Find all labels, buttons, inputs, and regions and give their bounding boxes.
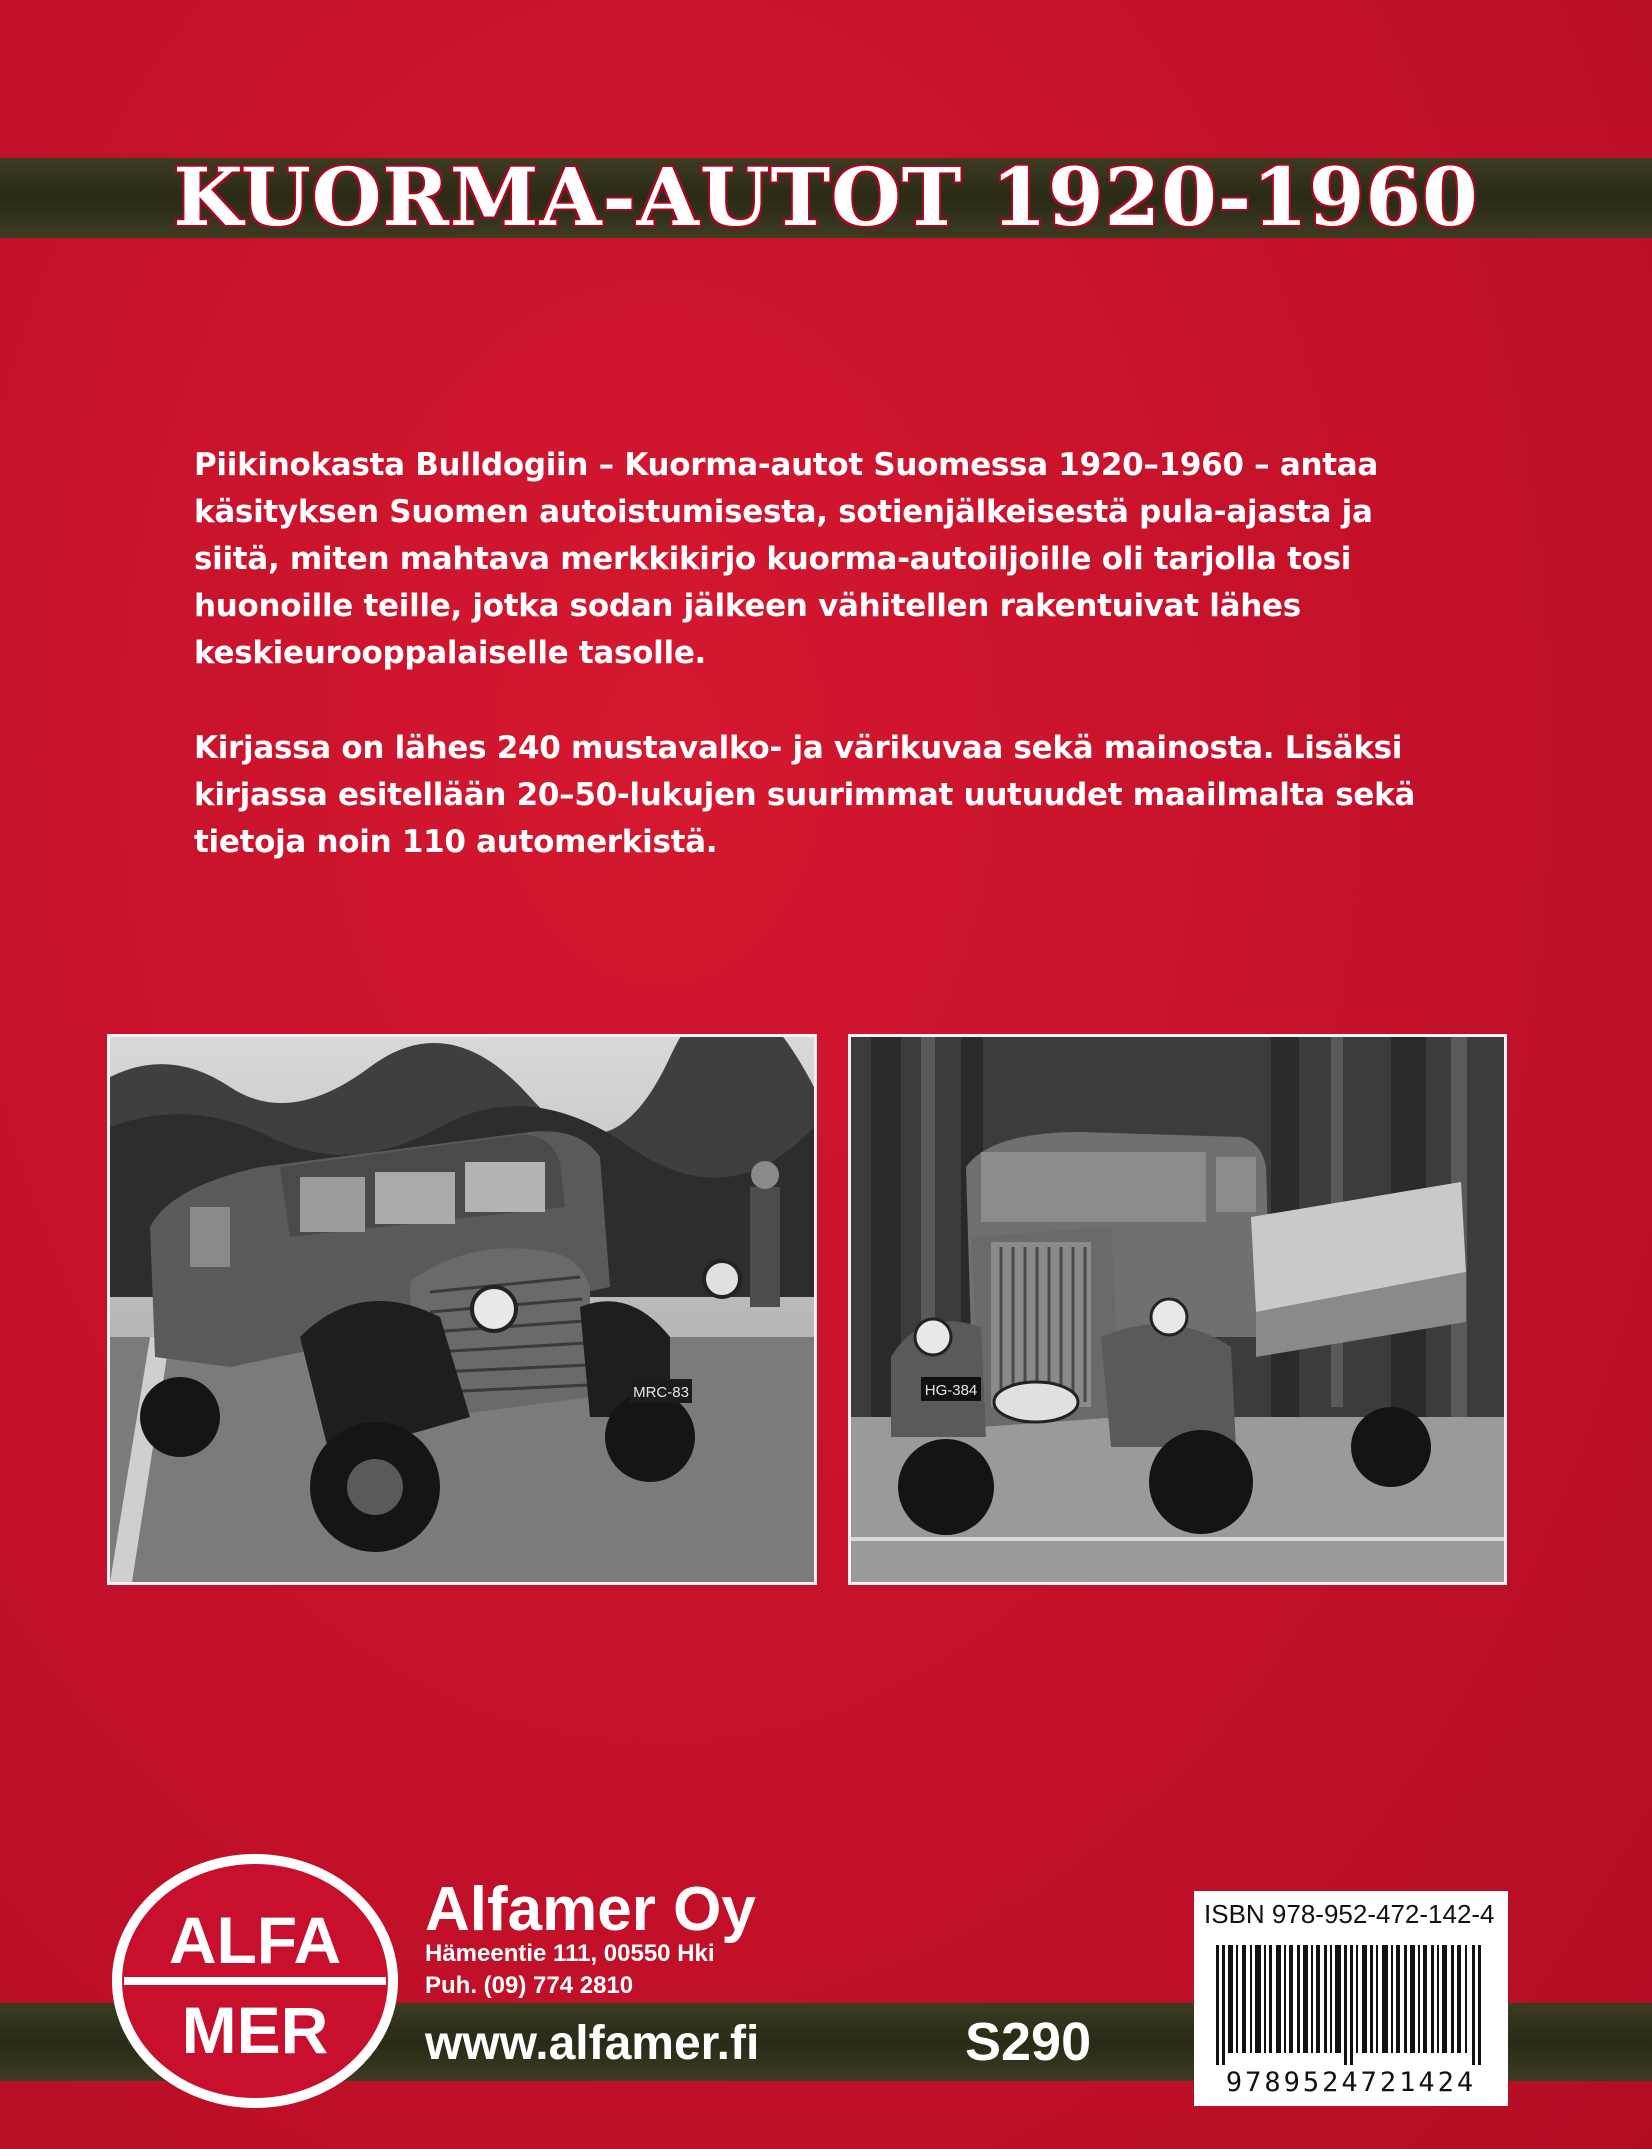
publisher-phone: Puh. (09) 774 2810 bbox=[425, 1972, 634, 1999]
logo-text-top: ALFA bbox=[168, 1903, 342, 1977]
photo-vintage-truck bbox=[848, 1034, 1507, 1585]
product-code: S290 bbox=[965, 2012, 1092, 2072]
photo-vintage-bus bbox=[107, 1034, 817, 1585]
truck-license-plate: HG-384 bbox=[924, 1382, 978, 1399]
blurb-paragraph-1: Piikinokasta Bulldogiin – Kuorma-autot Suomessa 1920–1960 – antaa käsityksen Suomen autoistumisesta, sotienjälkeisestä pula-ajasta ja siitä, miten mahtava merkkikirjo kuorma-autoiljoille oli tarjolla tosi huonoille teille, jotka sodan jälkeen vähitellen rakentuivat lähes keskieurooppalaiselle tasolle. bbox=[194, 447, 1378, 671]
publisher-website: www.alfamer.fi bbox=[425, 2017, 760, 2070]
alfamer-logo bbox=[110, 1853, 400, 2110]
barcode-digits: 9789524721424 bbox=[1225, 2067, 1477, 2098]
book-title: KUORMA-AUTOT 1920-1960 bbox=[173, 150, 1479, 244]
publisher-address: Hämeentie 111, 00550 Hki bbox=[425, 1940, 715, 1967]
isbn-label: ISBN 978-952-472-142-4 bbox=[1204, 1899, 1495, 1929]
logo-text-bottom: MER bbox=[181, 1993, 329, 2067]
bus-license-plate: MRC-83 bbox=[633, 1384, 689, 1401]
blurb bbox=[194, 442, 1434, 914]
barcode-icon bbox=[1216, 1945, 1486, 2065]
blurb-paragraph-2: Kirjassa on lähes 240 mustavalko- ja värikuvaa sekä mainosta. Lisäksi kirjassa esitellään 20–50-lukujen suurimmat uutuudet maailmalta sekä tietoja noin 110 automerkistä. bbox=[194, 730, 1416, 860]
isbn-barcode-box bbox=[1194, 1891, 1508, 2106]
publisher-name: Alfamer Oy bbox=[425, 1875, 756, 1944]
